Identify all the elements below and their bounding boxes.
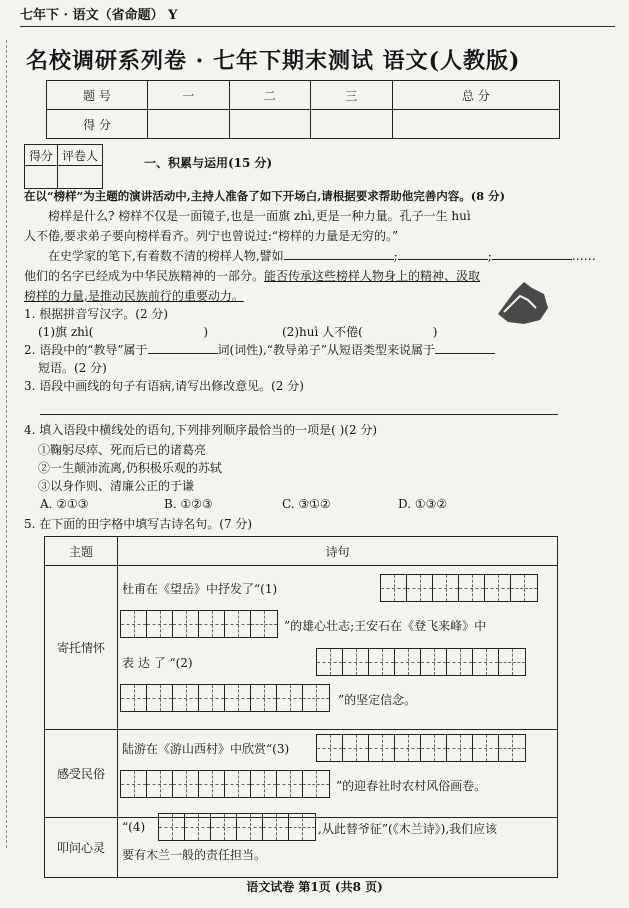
tianzige-grid-3a[interactable] <box>316 734 526 762</box>
q1-part-b-close: ) <box>432 325 438 339</box>
page-title: 名校调研系列卷 · 七年下期末测试 语文(人教版) <box>26 48 521 74</box>
underlined-sentence: 能否传承这些榜样人物身上的精神、汲取 <box>264 269 481 283</box>
underlined-sentence: 榜样的力量,是推动民族前行的重要动力。 <box>24 289 244 303</box>
poem-text: ”的迎春社时农村风俗画卷。 <box>336 779 487 793</box>
passage-line: 榜样是什么? 榜样不仅是一面镜子,也是一面旗 zhì,更是一种力量。孔子一生 huì <box>48 209 471 223</box>
score-table-row-label: 得 分 <box>47 110 148 139</box>
q4-item: ③以身作则、清廉公正的于谦 <box>38 479 195 493</box>
grader-box <box>24 144 103 189</box>
score-table <box>46 80 560 139</box>
question-3-title: 3. 语段中画线的句子有语病,请写出修改意见。(2 分) <box>24 379 304 393</box>
question-4-title: 4. 填入语段中横线处的语句,下列排列顺序最恰当的一项是( )(2 分) <box>24 423 378 437</box>
question-5-title: 5. 在下面的田字格中填写古诗名句。(7 分) <box>24 517 253 531</box>
tianzige-grid-1b[interactable] <box>120 610 278 638</box>
score-cell[interactable] <box>311 110 393 139</box>
q4-item: ②一生颠沛流离,仍积极乐观的苏轼 <box>38 461 222 475</box>
score-table-col: 一 <box>148 81 230 110</box>
passage-line: 在史学家的笔下,有着数不清的榜样人物,譬如 ; ; …… <box>48 249 596 263</box>
q1-part-a: (1)旗 zhì( <box>38 325 94 339</box>
passage-text: 他们的名字已经成为中华民族精神的一部分。 <box>24 269 265 283</box>
poem-text: 陆游在《游山西村》中欣赏“(3) <box>122 742 290 756</box>
poem-text: 杜甫在《望岳》中抒发了“(1) <box>122 582 278 596</box>
score-table-col: 二 <box>229 81 311 110</box>
poem-theme: 叩问心灵 <box>45 818 118 878</box>
grader-reviewer-label: 评卷人 <box>58 145 103 166</box>
poem-text: ,从此替爷征”(《木兰诗》),我们应该 <box>318 822 498 836</box>
tianzige-grid-3b[interactable] <box>120 770 330 798</box>
question-1-blank-b <box>282 322 482 342</box>
score-cell[interactable] <box>392 110 559 139</box>
poem-text: ”的雄心壮志;王安石在《登飞来峰》中 <box>284 619 487 633</box>
q2-blank-2[interactable] <box>435 341 495 354</box>
fill-blank[interactable] <box>284 247 394 260</box>
score-table-row-label: 题 号 <box>47 81 148 110</box>
q1-part-a-close: ) <box>203 325 209 339</box>
question-1-title: 1. 根据拼音写汉字。(2 分) <box>24 307 169 321</box>
poem-text: 要有木兰一般的责任担当。 <box>122 848 267 862</box>
poem-theme: 感受民俗 <box>45 730 118 818</box>
tianzige-grid-2a[interactable] <box>316 648 526 676</box>
q2-blank-1[interactable] <box>148 341 218 354</box>
q4-option-d[interactable]: D. ①③② <box>398 497 448 511</box>
q4-item: ①鞠躬尽瘁、死而后已的诸葛亮 <box>38 443 207 457</box>
page-footer: 语文试卷 第1页 (共8 页) <box>246 880 383 894</box>
q4-option-b[interactable]: B. ①②③ <box>164 497 213 511</box>
passage-line: 人不倦,要求弟子要向榜样看齐。列宁也曾说过:“榜样的力量是无穷的。” <box>24 229 399 243</box>
paper-header: 七年下 · 语文（省命题） Y <box>20 8 178 23</box>
q2-line-2: 短语。(2 分) <box>38 361 107 375</box>
q2-text: 词(词性),“教导弟子”从短语类型来说属于 <box>217 343 435 357</box>
poem-theme: 寄托情怀 <box>45 566 118 730</box>
q3-answer-line[interactable] <box>40 414 558 415</box>
poem-text: 表 达 了 “(2) <box>122 656 193 670</box>
poem-col-theme: 主题 <box>45 537 118 566</box>
poem-text: “(4) <box>122 820 146 834</box>
poem-col-verse: 诗句 <box>118 537 558 566</box>
tianzige-grid-1a[interactable] <box>380 574 538 602</box>
q4-option-a[interactable]: A. ②①③ <box>40 497 89 511</box>
binding-dashed-line <box>6 40 7 848</box>
passage-intro: 在以“榜样”为主题的演讲活动中,主持人准备了如下开场白,请根据要求帮助他完善内容。(8 分) <box>24 189 506 203</box>
passage-line <box>24 266 556 286</box>
score-cell[interactable] <box>148 110 230 139</box>
score-cell[interactable] <box>229 110 311 139</box>
q4-option-c[interactable]: C. ③①② <box>282 497 331 511</box>
tianzige-grid-4[interactable] <box>158 813 316 841</box>
passage-text: 在史学家的笔下,有着数不清的榜样人物,譬如 <box>48 249 284 263</box>
score-table-col: 总 分 <box>392 81 559 110</box>
q1-part-b: (2)huì 人不倦( <box>282 325 363 339</box>
poem-text: ”的坚定信念。 <box>338 693 417 707</box>
fill-blank[interactable] <box>492 247 572 260</box>
question-2 <box>24 340 556 360</box>
section1-title: 一、积累与运用(15 分) <box>144 156 273 170</box>
tianzige-grid-2b[interactable] <box>120 684 330 712</box>
passage-text: …… <box>571 249 596 263</box>
score-table-col: 三 <box>311 81 393 110</box>
fill-blank[interactable] <box>398 247 488 260</box>
q2-text: 2. 语段中的“教导”属于 <box>24 343 148 357</box>
grader-score-label: 得分 <box>25 145 58 166</box>
header-rule <box>20 26 615 27</box>
